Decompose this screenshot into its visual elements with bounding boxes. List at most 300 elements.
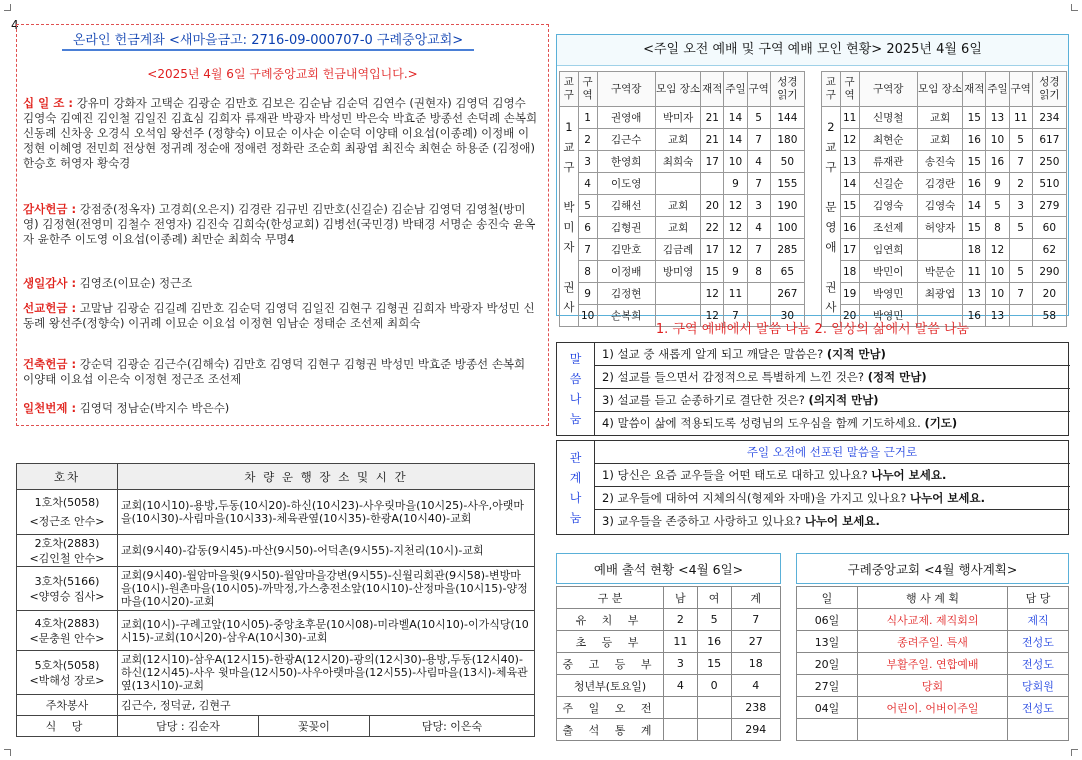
district-table-right (821, 71, 1067, 327)
sunday: 14 (724, 129, 747, 151)
district: 7 (747, 239, 770, 261)
female: 0 (697, 675, 731, 697)
group-char: 애 (825, 239, 837, 254)
word-question (594, 366, 1070, 389)
building-section (23, 357, 539, 387)
department: 유 치 부 (557, 609, 664, 631)
enrolled: 22 (701, 217, 724, 239)
relation-question (594, 487, 1070, 510)
table-header-row (797, 587, 1069, 609)
event-owner (1008, 719, 1069, 741)
meeting-place: 교회 (655, 195, 700, 217)
bus-driver: <문충원 안수> (29, 631, 105, 645)
female: 5 (697, 609, 731, 631)
bible-reading: 65 (770, 261, 804, 283)
sunday: 10 (986, 261, 1009, 283)
male: 4 (664, 675, 698, 697)
event-owner: 전성도 (1008, 697, 1069, 719)
sunday: 8 (986, 217, 1009, 239)
section-label: 선교헌금 : (23, 301, 77, 315)
relation-sharing-box (556, 440, 1069, 535)
table-header-row (560, 72, 805, 107)
table-row (797, 675, 1069, 697)
leader: 김정현 (597, 283, 655, 305)
female: 15 (697, 653, 731, 675)
label-char: 나 (569, 392, 582, 406)
question-tag: 나누어 보세요. (804, 514, 880, 528)
bible-reading: 58 (1032, 305, 1066, 327)
column-header: 구역 (840, 72, 859, 107)
district-number: 17 (840, 239, 859, 261)
enrolled: 16 (963, 305, 986, 327)
sunday: 13 (986, 107, 1009, 129)
district: 7 (747, 173, 770, 195)
group-char: 권 (825, 279, 837, 294)
group-char (822, 257, 840, 277)
event-name (858, 719, 1008, 741)
label-char: 계 (569, 470, 582, 485)
district-number: 3 (578, 151, 597, 173)
parking-label: 주차봉사 (17, 695, 118, 716)
district: 2 (1009, 173, 1032, 195)
section-label: 십 일 조 : (23, 96, 73, 110)
label-char: 관 (569, 450, 582, 465)
tithe-section (23, 96, 539, 171)
group-char: 1 (565, 119, 573, 134)
bus-car-cell (17, 651, 118, 695)
district-number: 5 (578, 195, 597, 217)
sunday: 10 (986, 283, 1009, 305)
thousand-offering-section (23, 401, 539, 416)
event-name: 당회 (858, 675, 1008, 697)
meeting-place: 최광엽 (917, 283, 962, 305)
column-header: 여 (697, 587, 731, 609)
meeting-place: 교회 (655, 129, 700, 151)
district-number: 20 (840, 305, 859, 327)
sunday: 5 (986, 195, 1009, 217)
district-attendance-title: <주일 오전 예배 및 구역 예배 모인 현황> 2025년 4월 6일 (557, 35, 1068, 66)
total: 7 (731, 609, 781, 631)
table-header-row (557, 587, 781, 609)
department: 출 석 통 계 (557, 719, 664, 741)
event-owner: 제직 (1008, 609, 1069, 631)
bus-route: 교회(12시10)-삼우A(12시15)-한광A(12시20)-광의(12시30)-용방,두동(12시40)-하신(12시45)-사우 윗마을(12시50)-사우아랫마을(12시55)-사림마을(13시)-체육관옆(13시10)-교회 (118, 651, 535, 695)
district: 5 (747, 107, 770, 129)
offering-account-title: 온라인 헌금계좌 <새마을금고: 2716-09-000707-0 구례중앙교회> (62, 29, 474, 51)
group-char (560, 257, 578, 277)
word-question (594, 412, 1070, 436)
section-names: 강유미 강화자 고택순 김광순 김만호 김보은 김순남 김순덕 김연수 (권현자) 김영덕 김영수 김영숙 김예진 김인철 김일진 김효심 김희자 류재관 박광자 박성민 박은숙 박효준 방종선 손덕례 손복희 신동례 신차웅 오경식 오석임 왕선주 (정향숙) 이묘순 이사순 이순덕 이양태 이요섭(이종례) 이정배 이정현 이혜영 전민희 전상현 정귀례 정순애 정애련 정화란 조순희 최광엽 최진숙 최현순 하용준 (김정애) 한승호 허영자 황숙경 (23, 96, 538, 170)
total: 294 (731, 719, 781, 741)
bus-driver: <정근조 안수> (29, 515, 105, 528)
offering-subtitle: <2025년 4월 6일 구례중앙교회 헌금내역입니다.> (147, 67, 418, 81)
district-table-left (559, 71, 805, 327)
sunday: 13 (986, 305, 1009, 327)
bus-driver: <김인철 안수> (29, 551, 105, 565)
bus-car: 1호차(5058) (34, 496, 100, 509)
bible-reading: 60 (1032, 217, 1066, 239)
table-row (560, 217, 805, 239)
bus-car: 3호차(5166) (34, 574, 100, 588)
bus-car-cell (17, 535, 118, 567)
table-row (560, 129, 805, 151)
question-text: 2) 설교를 들으면서 감정적으로 특별하게 느낀 것은? (602, 370, 868, 384)
sunday: 11 (724, 283, 747, 305)
leader: 손복희 (597, 305, 655, 327)
birthday-section (23, 276, 539, 291)
bible-reading: 267 (770, 283, 804, 305)
district-number: 18 (840, 261, 859, 283)
district-number: 9 (578, 283, 597, 305)
table-row (822, 195, 1067, 217)
column-header: 재적 (701, 72, 724, 107)
group-char: 자 (563, 239, 575, 254)
enrolled: 17 (701, 239, 724, 261)
event-date (797, 719, 858, 741)
leader: 류재관 (859, 151, 917, 173)
column-header: 주일 (986, 72, 1009, 107)
column-header: 구역 (578, 72, 597, 107)
leader: 한영희 (597, 151, 655, 173)
section-names: 고말남 김광순 김길례 김만호 김순덕 김영덕 김일진 김현구 김형권 김희자 박광자 박성민 신동례 왕선주(정향숙) 이귀례 이묘순 이요섭 이정현 임남순 정태순 조선제 최희숙 (23, 301, 535, 330)
male (664, 719, 698, 741)
total: 27 (731, 631, 781, 653)
event-owner: 전성도 (1008, 631, 1069, 653)
enrolled: 21 (701, 107, 724, 129)
bus-route: 교회(9시40)-갑동(9시45)-마산(9시50)-어덕촌(9시55)-지천리(10시)-교회 (118, 535, 535, 567)
question-text: 4) 말씀이 삶에 적용되도록 성령님의 도우심을 함께 기도하세요. (602, 416, 925, 430)
table-row (557, 719, 781, 741)
bible-reading: 290 (1032, 261, 1066, 283)
bible-reading: 62 (1032, 239, 1066, 261)
meeting-place: 교회 (917, 107, 962, 129)
bus-header-car: 호차 (17, 464, 118, 490)
section-names: 김영덕 정남순(박지수 박은수) (76, 401, 230, 415)
district: 7 (747, 129, 770, 151)
table-row (557, 609, 781, 631)
district-number: 10 (578, 305, 597, 327)
enrolled: 16 (963, 173, 986, 195)
bible-reading: 144 (770, 107, 804, 129)
meeting-place (655, 173, 700, 195)
crop-mark (1071, 4, 1078, 11)
bus-route: 교회(10시)-구례고앞(10시05)-중앙초후문(10시08)-미라벨A(10시10)-이가식당(10시15)-교회(10시20)-삼우A(10시30)-교회 (118, 611, 535, 651)
group-char: 사 (563, 299, 575, 314)
bus-schedule (16, 463, 535, 737)
district-number: 12 (840, 129, 859, 151)
district-group-label (822, 107, 841, 327)
bible-reading: 190 (770, 195, 804, 217)
mission-section (23, 301, 539, 331)
column-header: 구역장 (597, 72, 655, 107)
question-text: 1) 설교 중 새롭게 알게 되고 깨달은 말씀은? (602, 347, 827, 361)
table-row (797, 697, 1069, 719)
district: 7 (1009, 283, 1032, 305)
meeting-place: 김경란 (917, 173, 962, 195)
column-header: 담 당 (1008, 587, 1069, 609)
district-number: 4 (578, 173, 597, 195)
relation-question (594, 510, 1070, 534)
table-row (17, 651, 535, 695)
column-header: 교구 (560, 72, 579, 107)
question-text: 2) 교우들에 대하여 지체의식(형제와 자매)을 가지고 있나요? (602, 491, 910, 505)
group-char: 사 (825, 299, 837, 314)
table-row (557, 653, 781, 675)
meeting-place: 김금례 (655, 239, 700, 261)
bible-reading: 285 (770, 239, 804, 261)
group-char: 박 (563, 199, 575, 214)
column-header: 재적 (963, 72, 986, 107)
district: 11 (1009, 107, 1032, 129)
table-row (822, 217, 1067, 239)
enrolled: 15 (963, 217, 986, 239)
label-char: 말 (569, 352, 582, 366)
male: 3 (664, 653, 698, 675)
question-text: 3) 설교를 듣고 순종하기로 결단한 것은? (602, 393, 809, 407)
district-number: 6 (578, 217, 597, 239)
bible-reading: 30 (770, 305, 804, 327)
column-header: 모임 장소 (917, 72, 962, 107)
event-name: 식사교제. 제직회의 (858, 609, 1008, 631)
bus-car-cell (17, 567, 118, 611)
relation-sharing-label (557, 441, 595, 534)
section-names: 김영조(이묘순) 정근조 (76, 276, 193, 290)
department: 초 등 부 (557, 631, 664, 653)
bus-driver: <양영승 집사> (29, 589, 105, 603)
meeting-place: 박미자 (655, 107, 700, 129)
district-number: 2 (578, 129, 597, 151)
table-row (822, 283, 1067, 305)
relation-question (594, 464, 1070, 487)
label-char: 나 (569, 490, 582, 505)
bible-reading: 617 (1032, 129, 1066, 151)
bus-car: 4호차(2883) (34, 616, 100, 630)
group-char: 교 (825, 139, 837, 154)
enrolled: 20 (701, 195, 724, 217)
sunday: 9 (724, 173, 747, 195)
group-char: 교 (563, 139, 575, 154)
table-row (560, 261, 805, 283)
table-row (822, 151, 1067, 173)
enrolled: 15 (963, 151, 986, 173)
bus-driver: <박해성 장로> (29, 673, 105, 687)
question-text: 1) 당신은 요즘 교우들을 어떤 태도로 대하고 있나요? (602, 468, 872, 482)
table-row (17, 716, 535, 737)
crop-mark (4, 749, 11, 756)
sunday: 10 (986, 129, 1009, 151)
kitchen-label: 식 당 (17, 716, 118, 737)
district: 8 (747, 261, 770, 283)
bible-reading: 279 (1032, 195, 1066, 217)
district: 7 (1009, 151, 1032, 173)
district: 5 (1009, 261, 1032, 283)
enrolled: 15 (701, 261, 724, 283)
table-row (822, 173, 1067, 195)
department: 청년부(토요일) (557, 675, 664, 697)
question-tag: (기도) (924, 416, 958, 430)
group-char: 권 (563, 279, 575, 294)
leader: 박영민 (859, 305, 917, 327)
leader: 김만호 (597, 239, 655, 261)
table-row (797, 609, 1069, 631)
bible-reading: 155 (770, 173, 804, 195)
total: 238 (731, 697, 781, 719)
leader: 박민이 (859, 261, 917, 283)
event-date: 27일 (797, 675, 858, 697)
label-char: 눔 (569, 412, 582, 426)
table-row (822, 239, 1067, 261)
table-row (560, 283, 805, 305)
question-tag: 나누어 보세요. (871, 468, 947, 482)
column-header: 구역 (1009, 72, 1032, 107)
section-label: 감사헌금 : (23, 202, 77, 216)
section-label: 건축헌금 : (23, 357, 77, 371)
table-row (822, 261, 1067, 283)
enrolled: 14 (963, 195, 986, 217)
bus-car: 2호차(2883) (34, 536, 100, 550)
district: 4 (747, 217, 770, 239)
section-names: 강순덕 김광순 김근수(김해숙) 김만호 김영덕 김현구 김형권 박성민 박효준 방종선 손복희 이양태 이요섭 이은숙 이정현 정근조 조선제 (23, 357, 526, 386)
event-date: 04일 (797, 697, 858, 719)
table-row (797, 653, 1069, 675)
department: 주 일 오 전 (557, 697, 664, 719)
district: 5 (1009, 129, 1032, 151)
flower-label: 꽃꽂이 (259, 716, 370, 737)
total: 4 (731, 675, 781, 697)
event-plan-caption: 구례중앙교회 <4월 행사계획> (796, 553, 1069, 584)
district-number: 7 (578, 239, 597, 261)
bus-route: 교회(9시40)-월암마을윗(9시50)-월암마을강변(9시55)-신월리회관(9시58)-변방마을(10시)-원촌마을(10시05)-까막정,가스충전소앞(10시10)-산정마을(10시15)-양정마을(10시20)-교회 (118, 567, 535, 611)
sermon-sharing-heading: 1. 구역 예배에서 말씀 나눔 2. 일상의 삶에서 말씀 나눔 (655, 322, 970, 337)
table-row (557, 631, 781, 653)
table-header-row (822, 72, 1067, 107)
column-header: 계 (731, 587, 781, 609)
event-owner: 당회원 (1008, 675, 1069, 697)
table-row (560, 107, 805, 129)
parking-volunteers: 김근수, 정덕균, 김현구 (118, 695, 535, 716)
meeting-place: 방미영 (655, 261, 700, 283)
district: 4 (747, 151, 770, 173)
event-name: 종려주일. 특새 (858, 631, 1008, 653)
enrolled: 17 (701, 151, 724, 173)
district-number: 19 (840, 283, 859, 305)
word-sharing-label (557, 343, 595, 435)
leader: 이도영 (597, 173, 655, 195)
enrolled (701, 173, 724, 195)
column-header: 일 (797, 587, 858, 609)
table-row (822, 107, 1067, 129)
district-attendance-panel (556, 34, 1069, 322)
bible-reading: 250 (1032, 151, 1066, 173)
table-row (560, 195, 805, 217)
enrolled: 21 (701, 129, 724, 151)
enrolled: 15 (963, 107, 986, 129)
group-char: 2 (827, 119, 835, 134)
column-header: 구 분 (557, 587, 664, 609)
relation-title: 주일 오전에 선포된 말씀을 근거로 (594, 441, 1070, 464)
group-char: 구 (825, 159, 837, 174)
crop-mark (1071, 749, 1078, 756)
leader: 권영애 (597, 107, 655, 129)
district: 5 (1009, 217, 1032, 239)
group-char: 구 (563, 159, 575, 174)
table-row (560, 173, 805, 195)
district-number: 1 (578, 107, 597, 129)
column-header: 구역장 (859, 72, 917, 107)
event-date: 06일 (797, 609, 858, 631)
leader: 박영민 (859, 283, 917, 305)
section-label: 생일감사 : (23, 276, 77, 290)
sunday: 10 (724, 151, 747, 173)
table-row (822, 129, 1067, 151)
question-tag: (의지적 만남) (808, 393, 879, 407)
crop-mark (4, 4, 11, 11)
table-row (17, 695, 535, 716)
district-number: 13 (840, 151, 859, 173)
meeting-place (917, 239, 962, 261)
bible-reading: 100 (770, 217, 804, 239)
meeting-place: 송진숙 (917, 151, 962, 173)
column-header: 구역 (747, 72, 770, 107)
bus-car-cell (17, 611, 118, 651)
bible-reading: 510 (1032, 173, 1066, 195)
bible-reading: 50 (770, 151, 804, 173)
leader: 김해선 (597, 195, 655, 217)
word-question (594, 343, 1070, 366)
column-header: 성경 읽기 (770, 72, 804, 107)
table-row (560, 239, 805, 261)
male: 11 (664, 631, 698, 653)
table-row (560, 151, 805, 173)
section-names: 강점중(정옥자) 고경희(오은지) 김경란 김규빈 김만호(신길순) 김순남 김영덕 김영철(방미영) 김정현(전영미 김철수 전영자) 김진숙 김희숙(한성교회) 김병선(국민경) 박태경 서명순 송진숙 윤옥자 윤한주 이도영 이요섭(이종례) 최만순 최희숙 무명4 (23, 202, 536, 246)
event-plan (796, 553, 1069, 741)
leader: 이정배 (597, 261, 655, 283)
bus-car: 5호차(5058) (34, 658, 100, 672)
district (1009, 239, 1032, 261)
sunday: 14 (724, 107, 747, 129)
leader: 조선제 (859, 217, 917, 239)
bus-car-cell (17, 490, 118, 535)
leader: 신명철 (859, 107, 917, 129)
table-row (557, 697, 781, 719)
leader: 신길순 (859, 173, 917, 195)
meeting-place: 박문순 (917, 261, 962, 283)
district-number: 11 (840, 107, 859, 129)
column-header: 모임 장소 (655, 72, 700, 107)
event-owner: 전성도 (1008, 653, 1069, 675)
column-header: 행 사 계 획 (858, 587, 1008, 609)
word-question (594, 389, 1070, 412)
column-header: 주일 (724, 72, 747, 107)
meeting-place: 교회 (655, 217, 700, 239)
district-number: 14 (840, 173, 859, 195)
female: 16 (697, 631, 731, 653)
female (697, 719, 731, 741)
enrolled: 11 (963, 261, 986, 283)
district-number: 15 (840, 195, 859, 217)
thanks-section (23, 202, 539, 247)
enrolled: 16 (963, 129, 986, 151)
leader: 임연희 (859, 239, 917, 261)
enrolled: 12 (701, 283, 724, 305)
sunday: 12 (724, 239, 747, 261)
district: 3 (747, 195, 770, 217)
sunday: 12 (986, 239, 1009, 261)
table-row (557, 675, 781, 697)
bus-table (16, 463, 535, 737)
group-char: 문 (825, 199, 837, 214)
offering-panel (16, 24, 549, 426)
